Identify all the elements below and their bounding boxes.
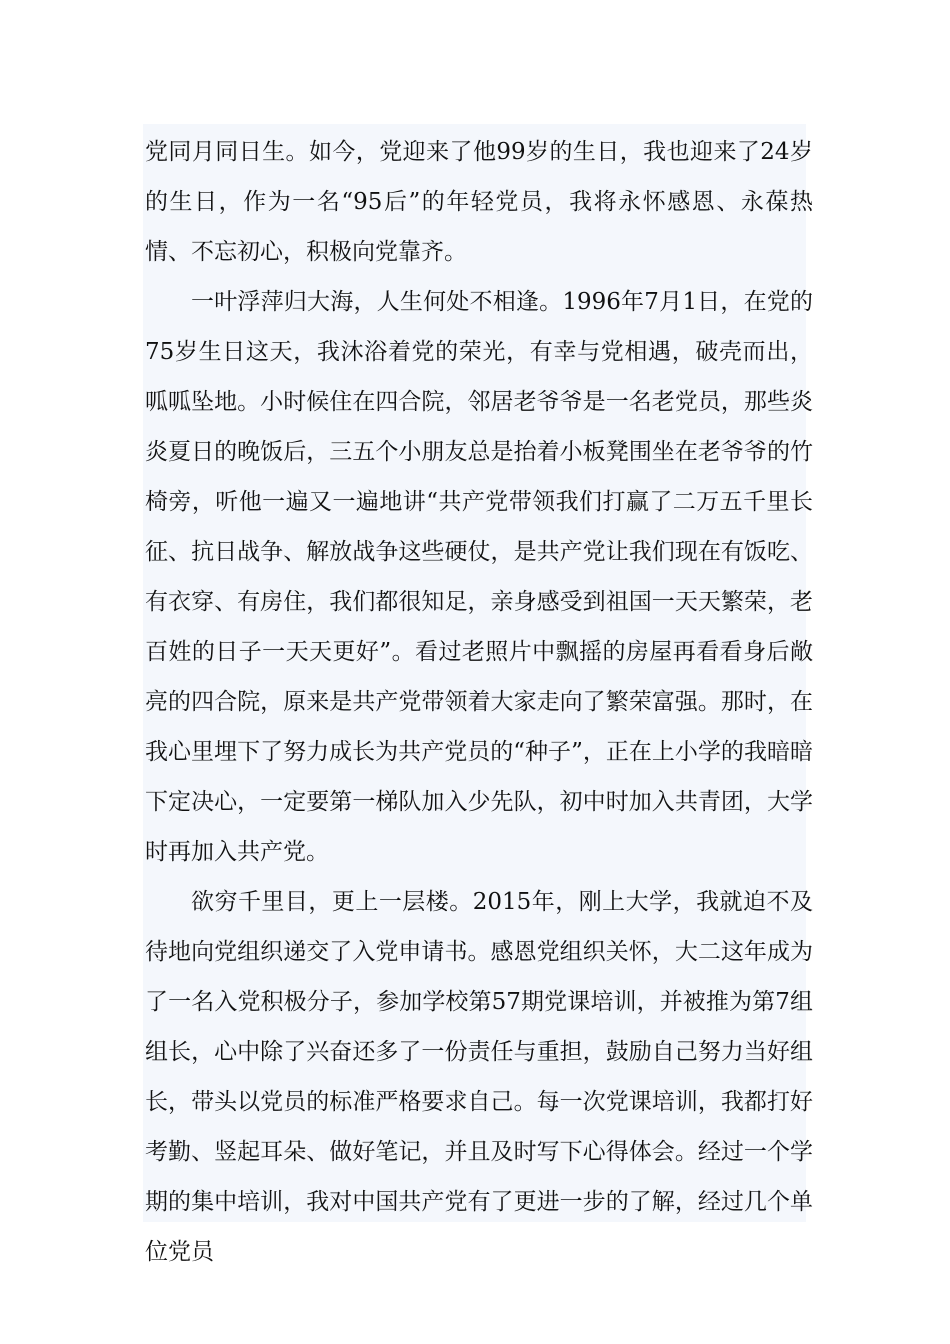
paragraph-1: 党同月同日生。如今，党迎来了他99岁的生日，我也迎来了24岁的生日，作为一名“95后”的年轻党员，我将永怀感恩、永葆热情、不忘初心，积极向党靠齐。 (145, 139, 813, 265)
paragraph-2: 一叶浮萍归大海，人生何处不相逢。1996年7月1日，在党的75岁生日这天，我沐浴着党的荣光，有幸与党相遇，破壳而出，呱呱坠地。小时候住在四合院，邻居老爷爷是一名老党员，那些炎炎夏日的晚饭后，三五个小朋友总是抬着小板凳围坐在老爷爷的竹椅旁，听他一遍又一遍地讲“共产党带领我们打赢了二万五千里长征、抗日战争、解放战争这些硬仗，是共产党让我们现在有饭吃、有衣穿、有房住，我们都很知足，亲身感受到祖国一天天繁荣，老百姓的日子一天天更好”。看过老照片中飘摇的房屋再看看身后敞亮的四合院，原来是共产党带领着大家走向了繁荣富强。那时，在我心里埋下了努力成长为共产党员的“种子”，正在上小学的我暗暗下定决心，一定要第一梯队加入少先队，初中时加入共青团，大学时再加入共产党。 (145, 289, 813, 865)
paragraph-3: 欲穷千里目，更上一层楼。2015年，刚上大学，我就迫不及待地向党组织递交了入党申请书。感恩党组织关怀，大二这年成为了一名入党积极分子，参加学校第57期党课培训，并被推为第7组组长，心中除了兴奋还多了一份责任与重担，鼓励自己努力当好组长，带头以党员的标准严格要求自己。每一次党课培训，我都打好考勤、竖起耳朵、做好笔记，并且及时写下心得体会。经过一个学期的集中培训，我对中国共产党有了更进一步的了解，经过几个单位党员 (145, 889, 813, 1265)
document-body (145, 127, 813, 1277)
